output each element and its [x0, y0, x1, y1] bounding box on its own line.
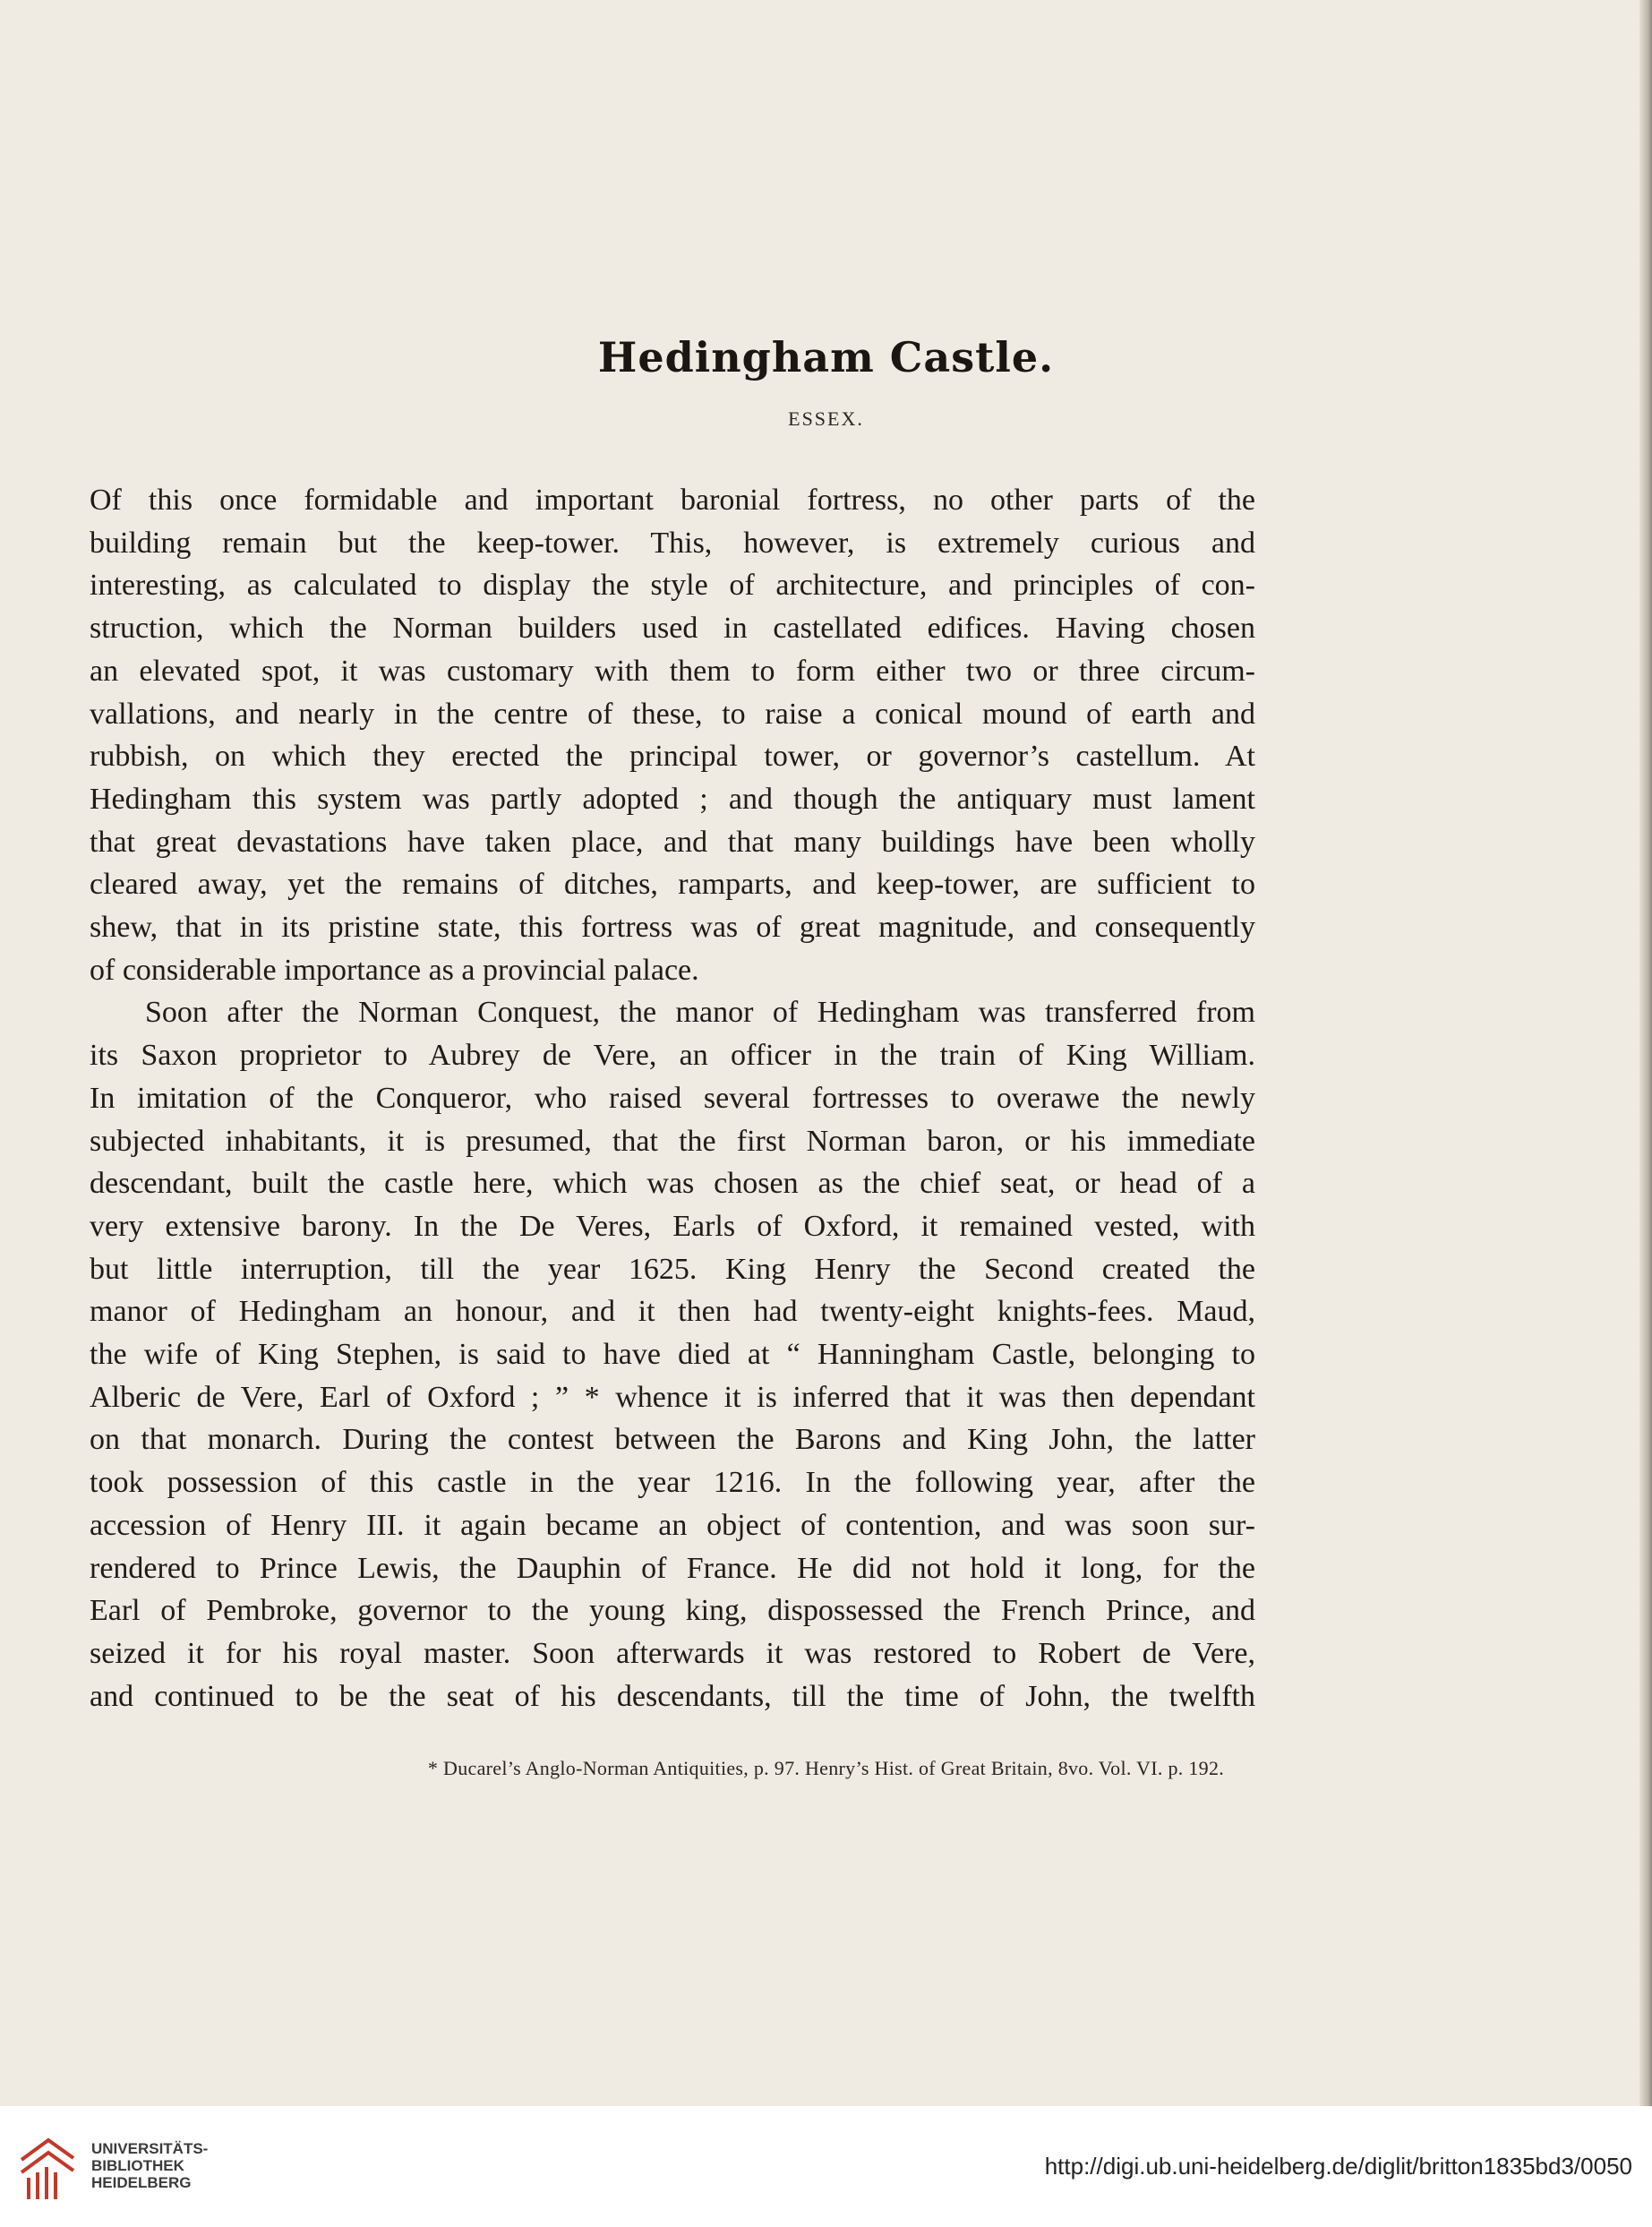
text-line: very extensive barony. In the De Veres, Earls of Oxford, it remained vested, with — [90, 1209, 1255, 1243]
text-line: descendant, built the castle here, which was chosen as the chief seat, or head of a — [90, 1167, 1255, 1201]
text-line: Of this once formidable and important baronial fortress, no other parts of the — [90, 484, 1255, 517]
footnote: * Ducarel’s Anglo-Norman Antiquities, p. 97. Henry’s Hist. of Great Britain, 8vo. Vol. VI. p. 192. — [427, 1757, 1225, 1779]
text-line: but little interruption, till the year 1625. King Henry the Second created the — [90, 1252, 1255, 1286]
text-line: Hedingham this system was partly adopted ; and though the antiquary must lament — [90, 782, 1255, 816]
paragraph-1 — [90, 479, 1255, 991]
paragraph-2 — [90, 991, 1255, 1717]
library-name-line: BIBLIOTHEK — [91, 2157, 184, 2174]
permalink-url[interactable]: http://digi.ub.uni-heidelberg.de/diglit/britton1835bd3/0050 — [1044, 2153, 1632, 2180]
text-line: Soon after the Norman Conquest, the manor of Hedingham was transferred from — [145, 996, 1255, 1030]
text-line: of considerable importance as a provincial palace. — [90, 953, 699, 987]
library-name-line: UNIVERSITÄTS- — [91, 2140, 209, 2157]
library-name-line: HEIDELBERG — [91, 2174, 192, 2191]
page-subtitle: ESSEX. — [788, 407, 864, 430]
text-line: cleared away, yet the remains of ditches, ramparts, and keep-tower, are sufficient to — [90, 868, 1255, 902]
text-line: building remain but the keep-tower. This, however, is extremely curious and — [90, 526, 1255, 560]
text-line: shew, that in its pristine state, this fortress was of great magnitude, and consequently — [90, 911, 1255, 945]
text-line: Earl of Pembroke, governor to the young king, dispossessed the French Prince, and — [90, 1594, 1255, 1628]
library-name[interactable] — [91, 2140, 208, 2191]
text-line: the wife of King Stephen, is said to have died at “ Hanningham Castle, belonging to — [90, 1338, 1255, 1372]
footer-bar — [0, 2106, 1652, 2227]
text-line: vallations, and nearly in the centre of these, to raise a conical mound of earth and — [90, 697, 1255, 731]
text-line: Alberic de Vere, Earl of Oxford ; ” * whence it is inferred that it was then dependant — [90, 1380, 1255, 1414]
text-line: and continued to be the seat of his descendants, till the time of John, the twelfth — [90, 1679, 1255, 1713]
body-text — [90, 479, 1255, 1717]
text-line: struction, which the Norman builders used in castellated edifices. Having chosen — [90, 612, 1255, 646]
page-title: Hedingham Castle. — [597, 333, 1055, 381]
page-edge — [1639, 0, 1652, 2106]
text-line: on that monarch. During the contest between the Barons and King John, the latter — [90, 1423, 1255, 1457]
library-logo-icon[interactable] — [16, 2133, 79, 2205]
text-line: manor of Hedingham an honour, and it then had twenty-eight knights-fees. Maud, — [90, 1295, 1255, 1329]
text-line: rendered to Prince Lewis, the Dauphin of France. He did not hold it long, for the — [90, 1551, 1255, 1585]
text-line: subjected inhabitants, it is presumed, that the first Norman baron, or his immediate — [90, 1124, 1255, 1158]
text-line: In imitation of the Conqueror, who raised several fortresses to overawe the newly — [90, 1081, 1255, 1115]
text-line: an elevated spot, it was customary with them to form either two or three circum- — [90, 654, 1255, 688]
text-line: its Saxon proprietor to Aubrey de Vere, an officer in the train of King William. — [90, 1039, 1255, 1073]
text-line: seized it for his royal master. Soon afterwards it was restored to Robert de Vere, — [90, 1636, 1255, 1670]
text-line: interesting, as calculated to display the style of architecture, and principles of con- — [90, 569, 1255, 603]
text-line: rubbish, on which they erected the principal tower, or governor’s castellum. At — [90, 740, 1255, 774]
text-line: that great devastations have taken place, and that many buildings have been wholly — [90, 825, 1255, 859]
text-line: took possession of this castle in the year 1216. In the following year, after the — [90, 1466, 1255, 1500]
text-line: accession of Henry III. it again became an object of contention, and was soon sur- — [90, 1508, 1255, 1542]
